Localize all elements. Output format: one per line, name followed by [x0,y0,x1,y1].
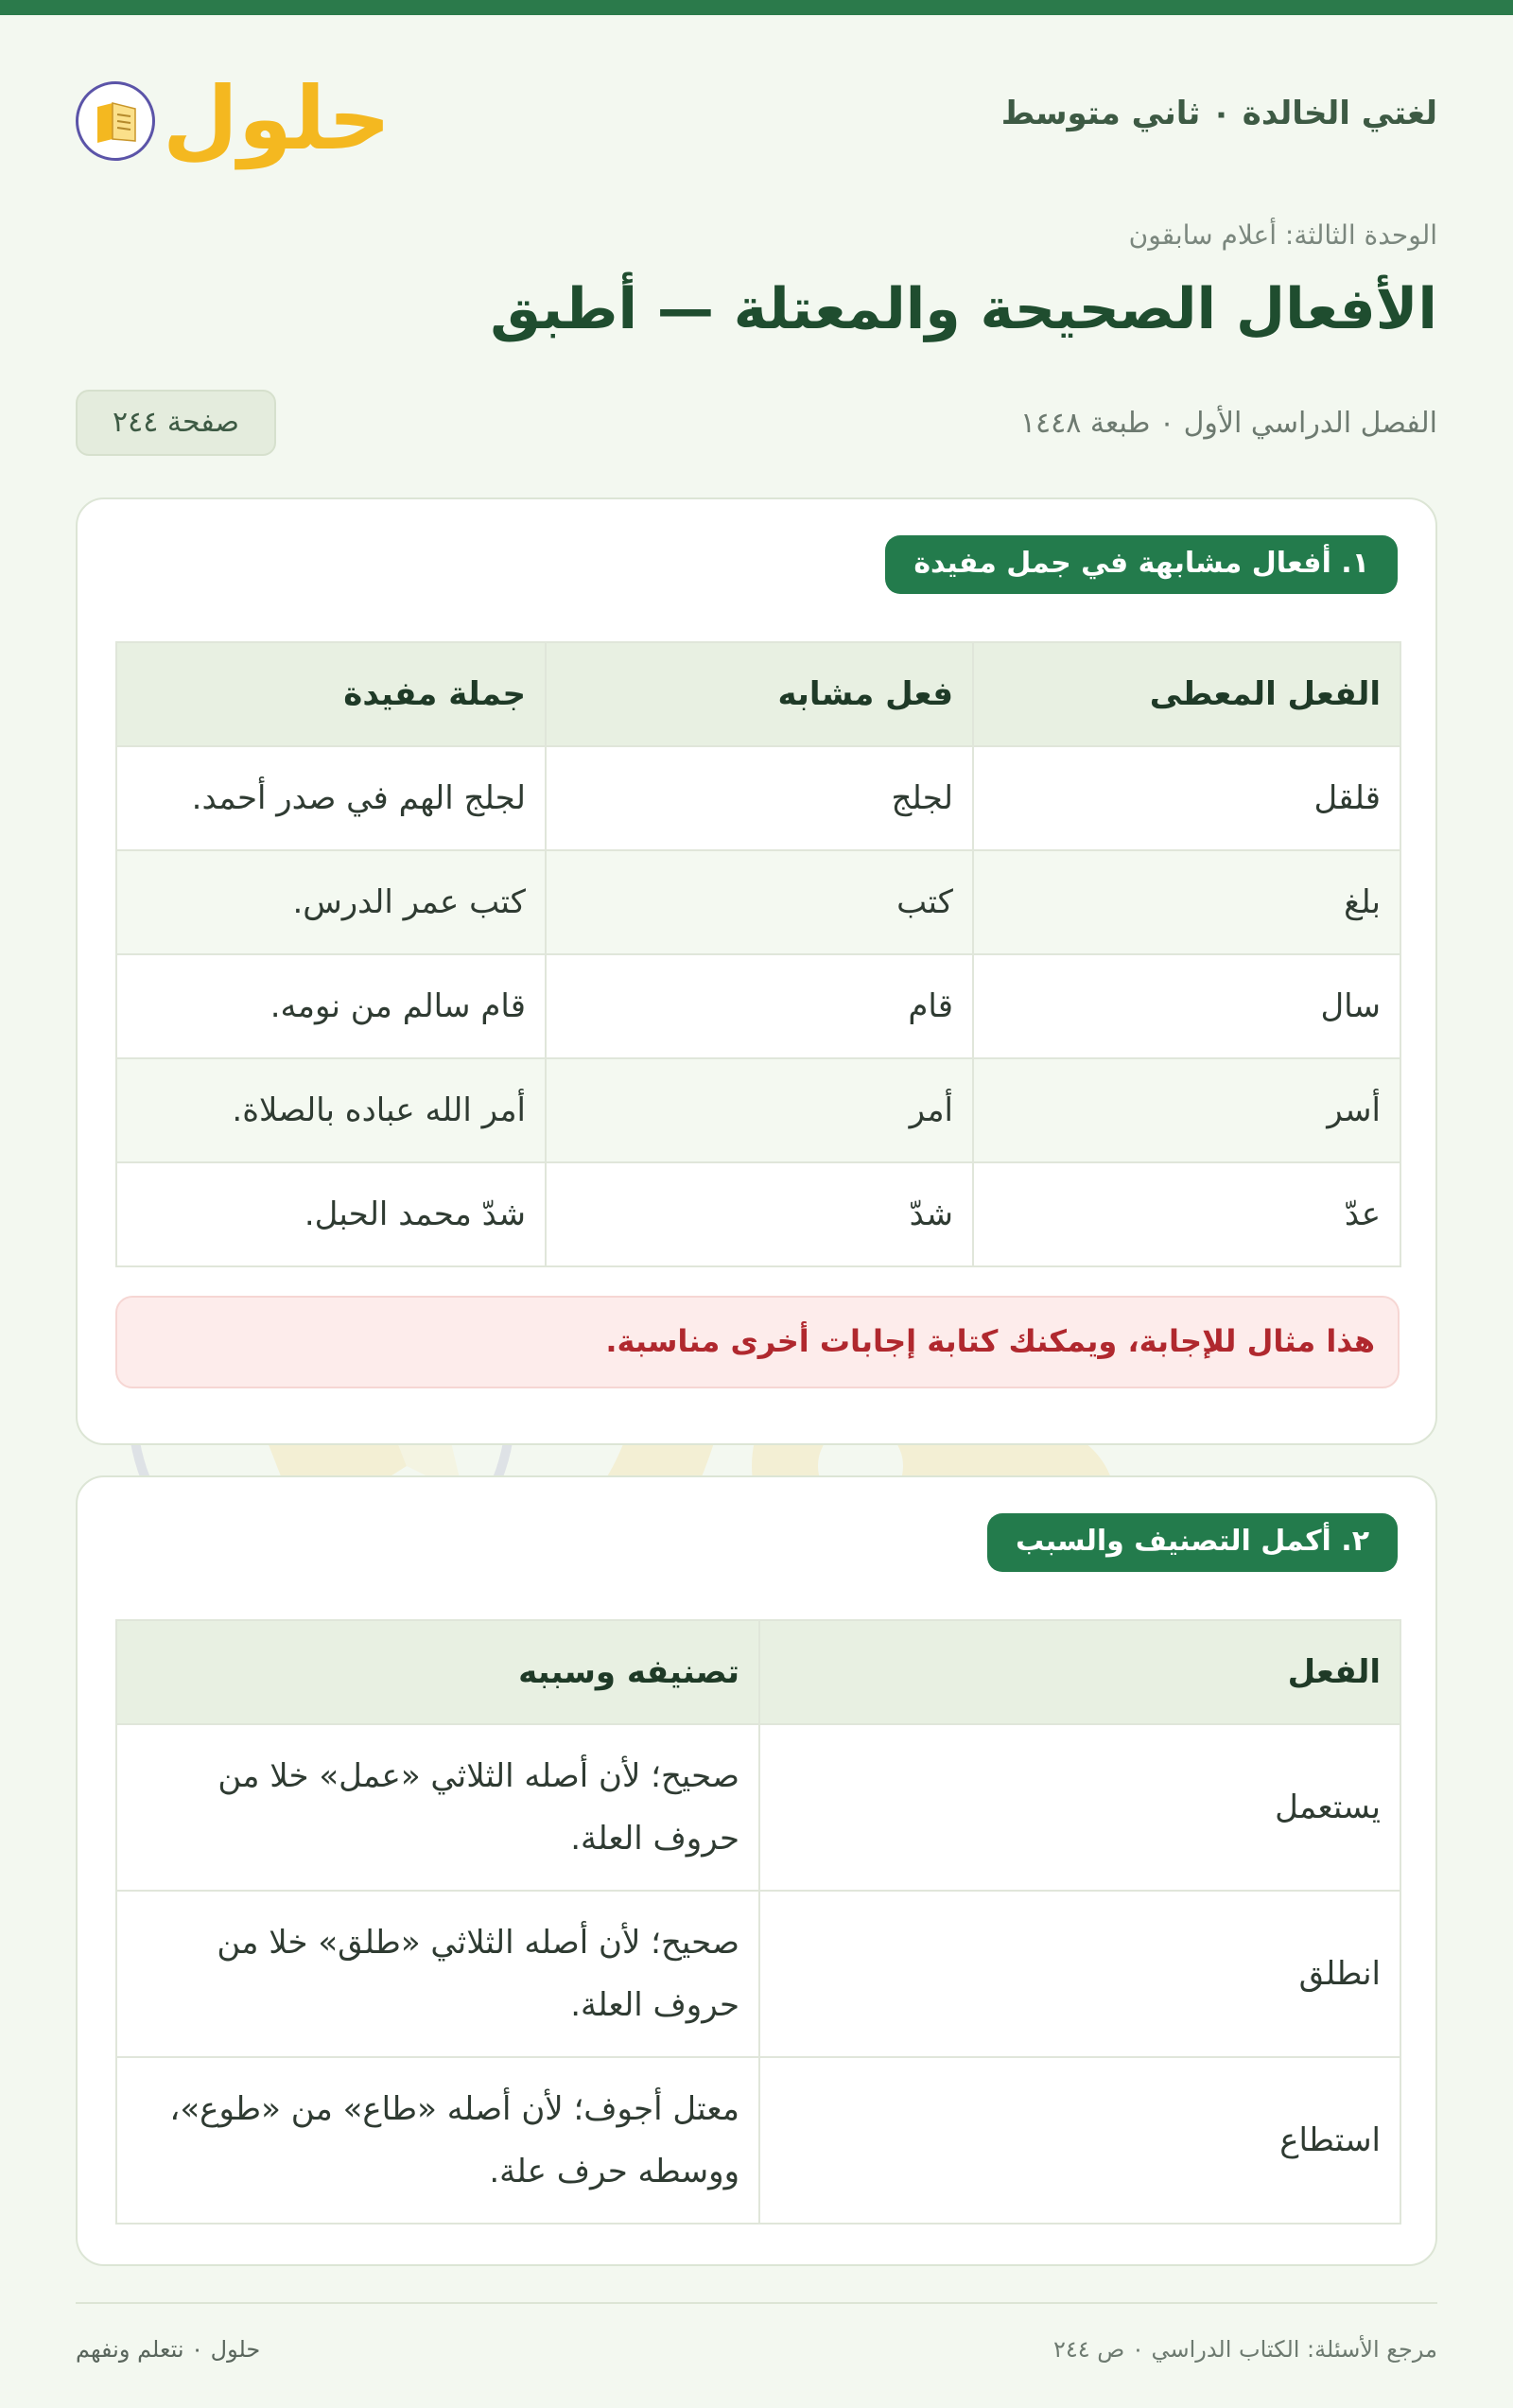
example-sentence: شدّ محمد الحبل. [116,1162,546,1266]
verb: يستعمل [759,1724,1400,1891]
similar-verbs-table [115,641,1401,1267]
footer-divider [76,2302,1437,2304]
section-title: ٢. أكمل التصنيف والسبب [987,1513,1398,1572]
logo-wordmark: حلول [163,68,391,169]
table-row [116,2057,1400,2224]
page-number-badge: صفحة ٢٤٤ [76,390,276,456]
classification-reason: صحيح؛ لأن أصله الثلاثي «طلق» خلا من حروف العلة. [116,1891,759,2057]
column-header: الفعل [759,1620,1400,1724]
footer-reference: مرجع الأسئلة: الكتاب الدراسي ٠ ص ٢٤٤ [1052,2336,1437,2363]
table-row [116,746,1400,850]
answer-note: هذا مثال للإجابة، ويمكنك كتابة إجابات أخرى مناسبة. [115,1296,1400,1388]
unit-label: الوحدة الثالثة: أعلام سابقون [1128,219,1437,251]
given-verb: سال [973,954,1400,1058]
similar-verb: لجلج [546,746,973,850]
table-row [116,1162,1400,1266]
given-verb: قلقل [973,746,1400,850]
verb: انطلق [759,1891,1400,2057]
verb: استطاع [759,2057,1400,2224]
column-header: فعل مشابه [546,642,973,746]
example-sentence: أمر الله عباده بالصلاة. [116,1058,546,1162]
section-similar-verbs [76,497,1437,1445]
column-header: تصنيفه وسببه [116,1620,759,1724]
similar-verb: كتب [546,850,973,954]
classification-reason: صحيح؛ لأن أصله الثلاثي «عمل» خلا من حروف العلة. [116,1724,759,1891]
top-accent-strip [0,0,1513,15]
semester-edition: الفصل الدراسي الأول ٠ طبعة ١٤٤٨ [1019,407,1437,440]
given-verb: عدّ [973,1162,1400,1266]
example-sentence: كتب عمر الدرس. [116,850,546,954]
classification-table [115,1619,1401,2225]
similar-verb: قام [546,954,973,1058]
given-verb: أسر [973,1058,1400,1162]
table-row [116,1724,1400,1891]
section-classification [76,1475,1437,2266]
example-sentence: لجلج الهم في صدر أحمد. [116,746,546,850]
section-title: ١. أفعال مشابهة في جمل مفيدة [885,535,1398,594]
table-row [116,954,1400,1058]
classification-reason: معتل أجوف؛ لأن أصله «طاع» من «طوع»، ووسطه حرف علة. [116,2057,759,2224]
table-row [116,1058,1400,1162]
logo-book-icon [76,81,155,161]
table-row [116,1891,1400,2057]
given-verb: بلغ [973,850,1400,954]
column-header: جملة مفيدة [116,642,546,746]
column-header: الفعل المعطى [973,642,1400,746]
example-sentence: قام سالم من نومه. [116,954,546,1058]
footer-slogan: حلول ٠ نتعلم ونفهم [76,2336,261,2363]
similar-verb: شدّ [546,1162,973,1266]
page-title: الأفعال الصحيحة والمعتلة — أطبق [490,276,1437,342]
logo[interactable] [76,62,391,176]
table-row [116,850,1400,954]
similar-verb: أمر [546,1058,973,1162]
brand-title: لغتي الخالدة ٠ ثاني متوسط [1000,95,1437,132]
